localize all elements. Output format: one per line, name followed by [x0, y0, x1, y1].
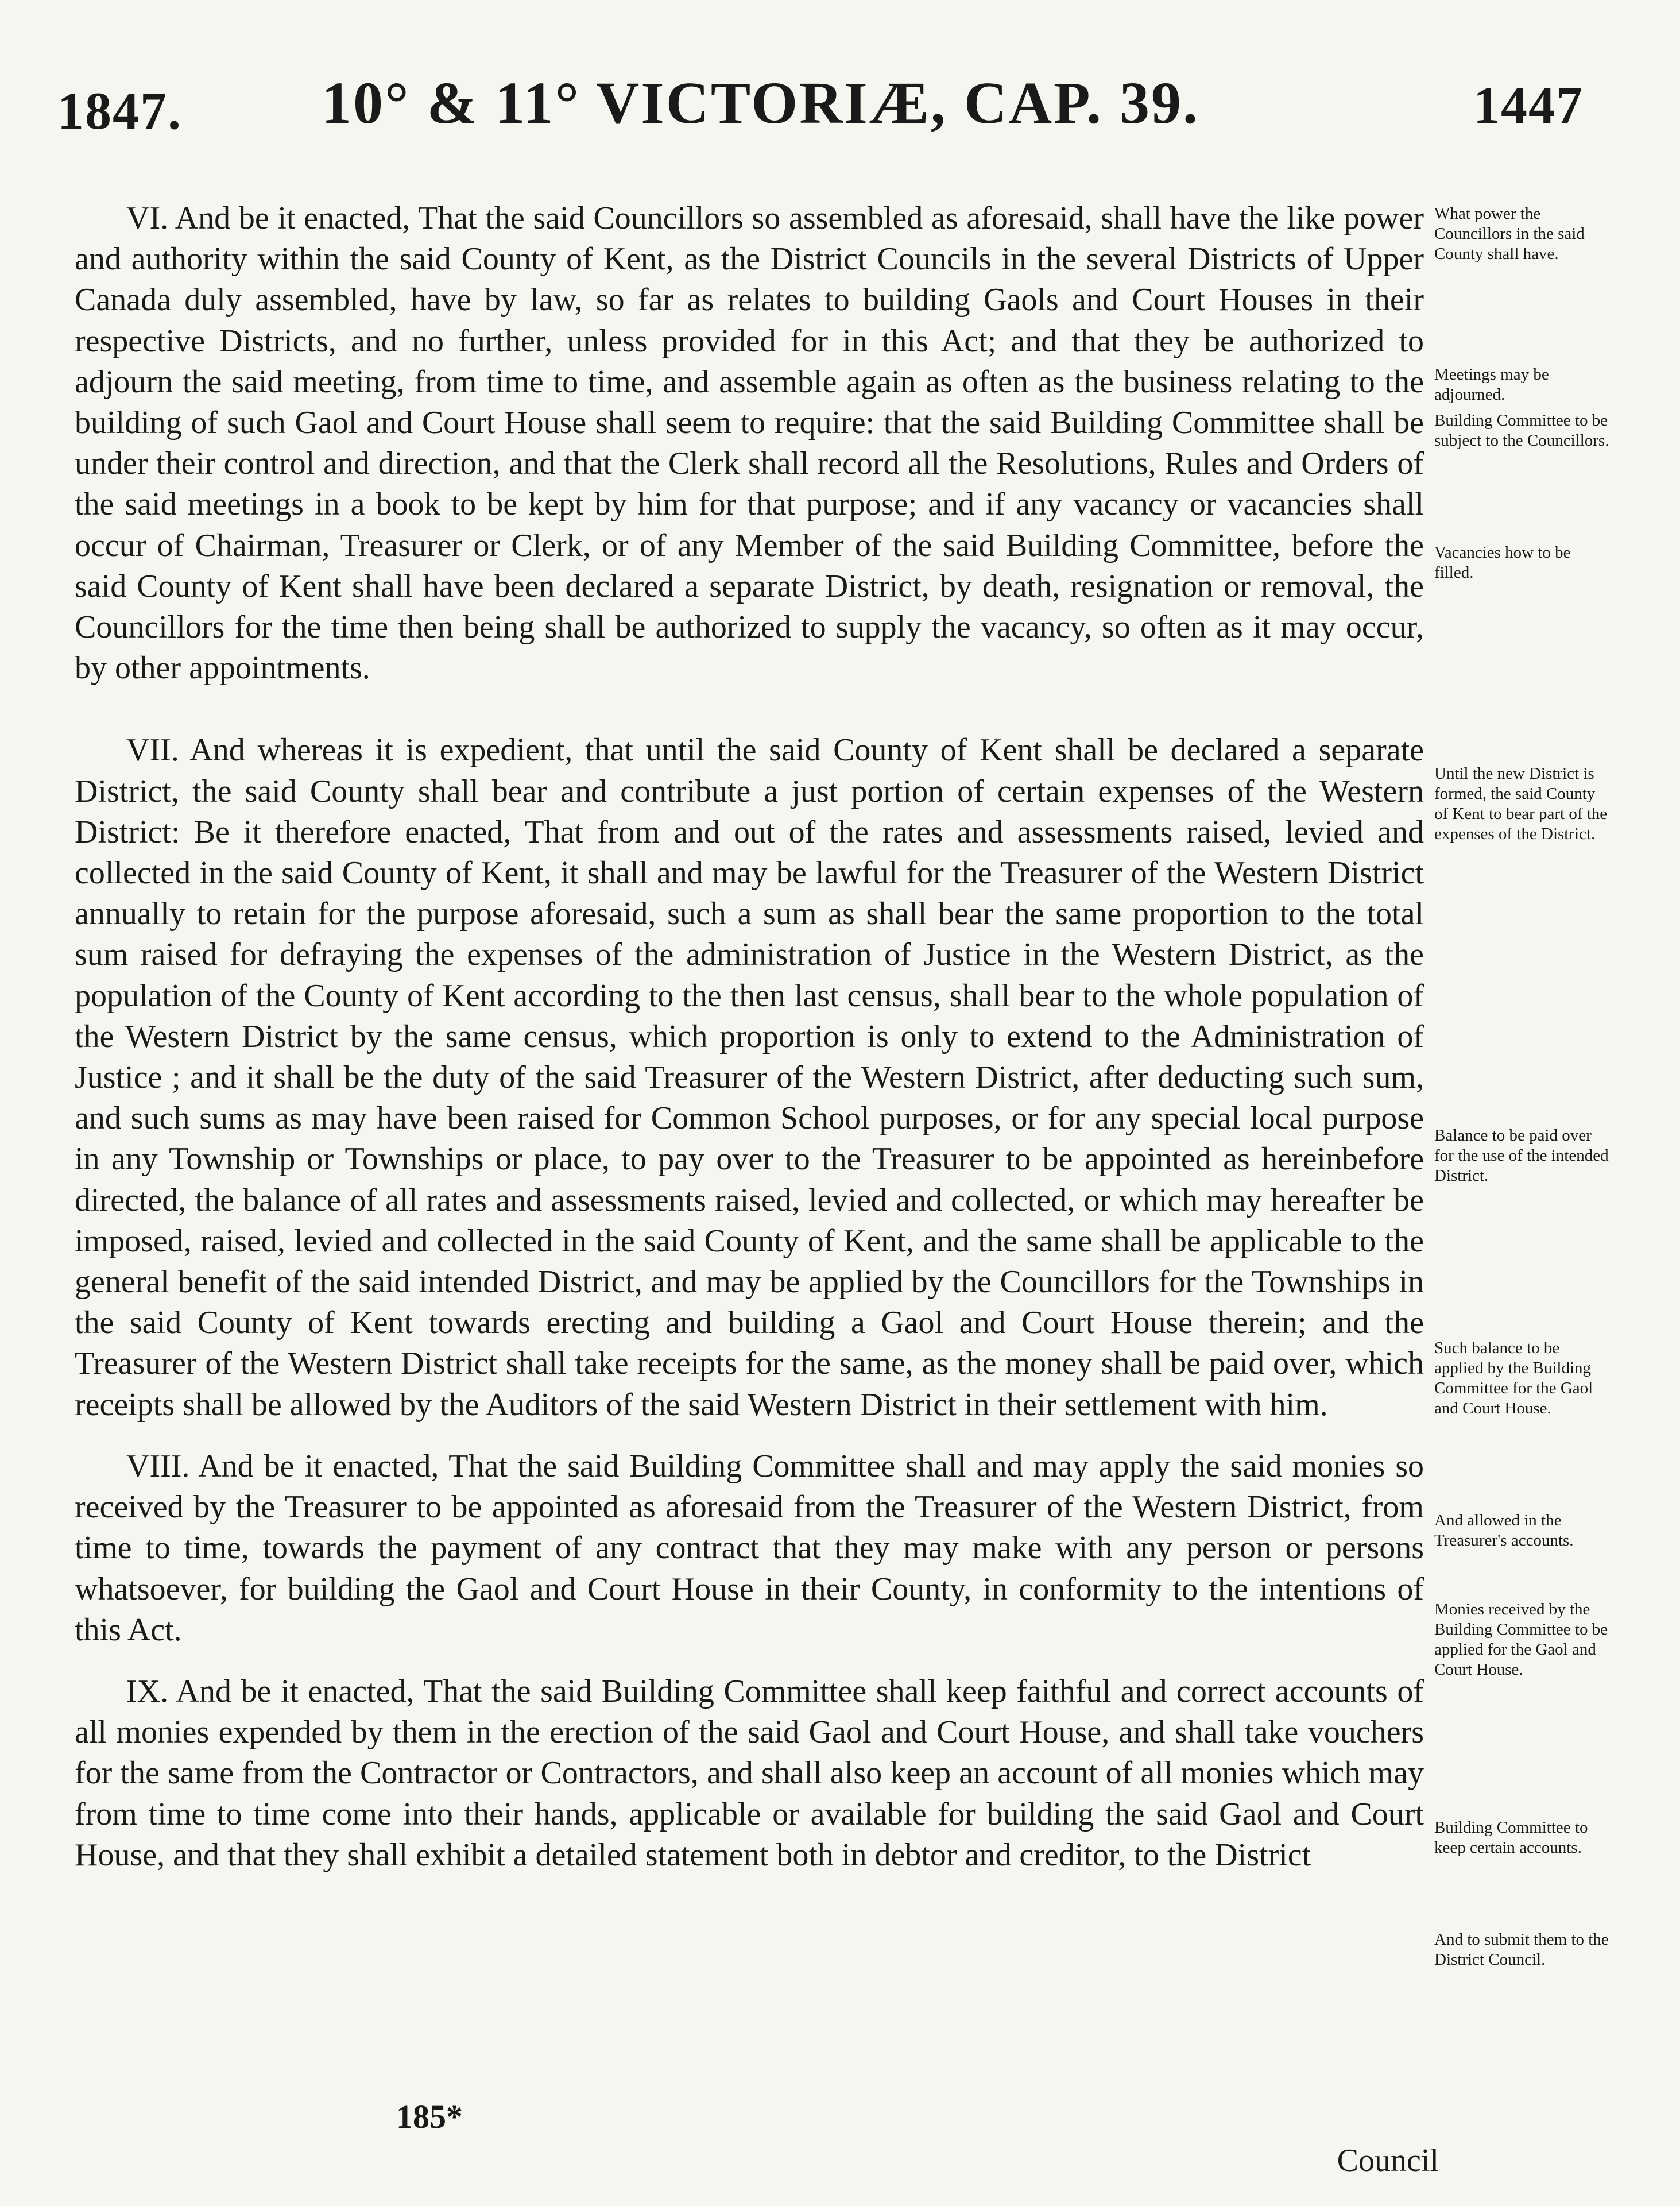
page-number: 1447 — [1473, 76, 1584, 134]
margin-note-county-expenses: Until the new District is formed, the said County of Kent to bear part of the expenses of the District. — [1434, 764, 1608, 843]
margin-note-balance-paid: Balance to be paid over for the use of the intended District. — [1434, 1126, 1609, 1185]
marginal-notes — [1434, 198, 1612, 2093]
header-year: 1847. — [57, 82, 182, 140]
statute-text — [75, 198, 1424, 1876]
header-title: 10° & 11° VICTORIÆ, CAP. 39. — [322, 70, 1200, 136]
section-ix: IX. And be it enacted, That the said Building Committee shall keep faithful and correct accounts of all monies expended by them in the erection of the said Gaol and Court House, and shall take vouchers for the same from the Contractor or Contractors, and shall also keep an account of all monies which may from time to time come into their hands, applicable or available for building the said Gaol and Court House, and that they shall exhibit a detailed statement both in debtor and creditor, to the District — [75, 1673, 1424, 1873]
section-viii: VIII. And be it enacted, That the said Building Committee shall and may apply the said monies so received by the Treasurer to be appointed as aforesaid from the Treasurer of the Western District, from time to time, towards the payment of any contract that they may make with any person or persons whatsoever, for building the Gaol and Court House in their County, in conformity to the intentions of this Act. — [75, 1448, 1424, 1648]
margin-note-power: What power the Councillors in the said County shall have. — [1434, 204, 1585, 263]
signature-mark: 185* — [396, 2098, 463, 2135]
margin-note-keep-accounts: Building Committee to keep certain accounts. — [1434, 1818, 1588, 1857]
catchword: Council — [1337, 2143, 1439, 2178]
section-vii: VII. And whereas it is expedient, that until the said County of Kent shall be declared a separate District, the said County shall bear and contribute a just portion of certain expenses of the Western District: Be it therefore enacted, That from and out of the rates and assessments raised, levied and collected in the said County of Kent, it shall and may be lawful for the Treasurer of the Western District annually to retain for the purpose aforesaid, such a sum as shall bear the same proportion to the total sum raised for defraying the expenses of the administration of Justice in the Western District, as the population of the County of Kent according to the then last census, shall bear to the whole population of the Western District by the same census, which proportion is only to extend to the Administration of Justice ; and it shall be the duty of the said Treasurer of the Western District, after deducting such sum, and such sums as may have been raised for Common School purposes, or for any special local purpose in any Township or Townships or place, to pay over to the Treasurer to be appointed as hereinbefore directed, the balance of all rates and assessments raised, levied and collected, or which may hereafter be imposed, raised, levied and collected in the said County of Kent, and the same shall be applicable to the general benefit of the said intended District, and may be applied by the Councillors for the Townships in the said County of Kent towards erecting and building a Gaol and Court House therein; and the Treasurer of the Western District shall take receipts for the same, as the money shall be paid over, which receipts shall be allowed by the Auditors of the said Western District in their settlement with him. — [75, 732, 1424, 1423]
margin-note-vacancies: Vacancies how to be filled. — [1434, 543, 1571, 582]
margin-note-committee-control: Building Committee to be subject to the Councillors. — [1434, 411, 1609, 450]
margin-note-treasurer-accounts: And allowed in the Treasurer's accounts. — [1434, 1511, 1574, 1550]
margin-note-submit-council: And to submit them to the District Council. — [1434, 1930, 1609, 1969]
margin-note-balance-applied: Such balance to be applied by the Building Committee for the Gaol and Court House. — [1434, 1339, 1593, 1417]
section-vi: VI. And be it enacted, That the said Councillors so assembled as aforesaid, shall have the like power and authority within the said County of Kent, as the District Councils in the several Districts of Upper Canada duly assembled, have by law, so far as relates to building Gaols and Court Houses in their respective Districts, and no further, unless provided for in this Act; and that they be authorized to adjourn the said meeting, from time to time, and assemble again as often as the business relating to the building of such Gaol and Court House shall seem to require: that the said Building Committee shall be under their control and direction, and that the Clerk shall record all the Resolutions, Rules and Orders of the said meetings in a book to be kept by him for that purpose; and if any vacancy or vacancies shall occur of Chairman, Treasurer or Clerk, or of any Member of the said Building Committee, before the said County of Kent shall have been declared a separate District, by death, resignation or removal, the Councillors for the time then being shall be authorized to supply the vacancy, so often as it may occur, by other appointments. — [75, 200, 1424, 686]
margin-note-adjourn: Meetings may be adjourned. — [1434, 365, 1549, 404]
margin-note-monies-received: Monies received by the Building Committee to be applied for the Gaol and Court House. — [1434, 1600, 1608, 1679]
running-header — [0, 69, 1680, 155]
